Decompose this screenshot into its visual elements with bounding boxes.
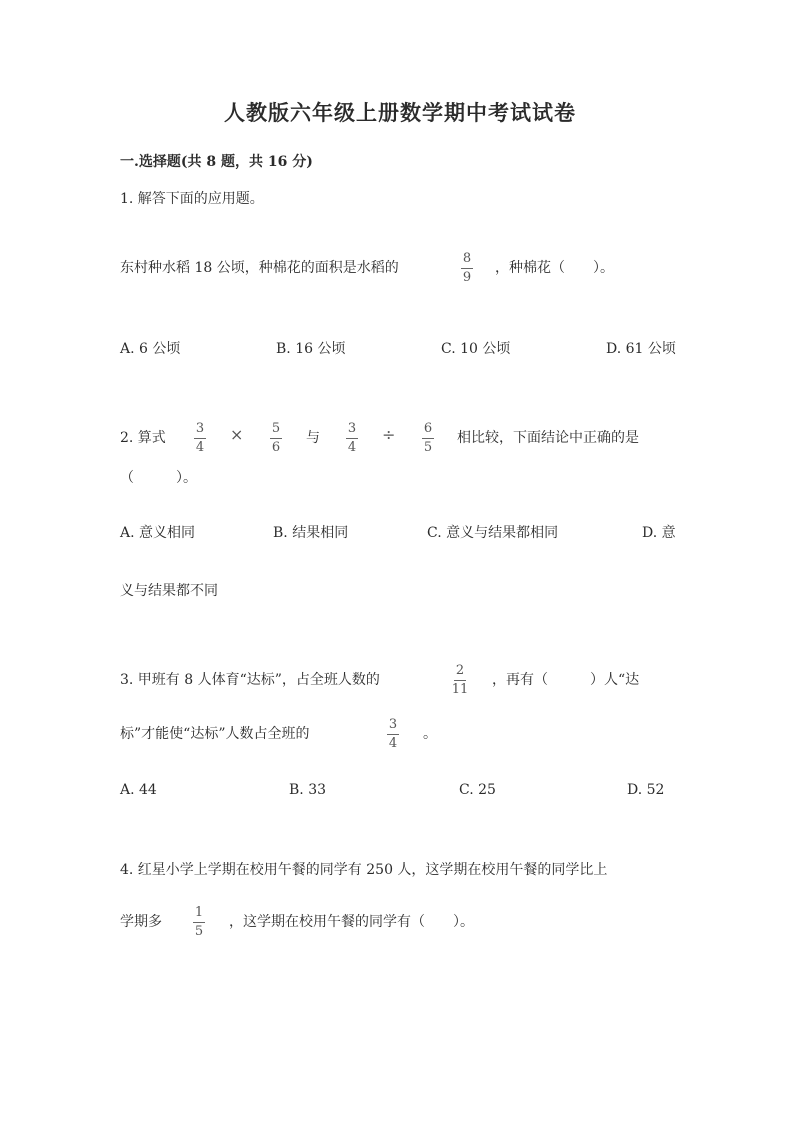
fraction-bar [346,438,358,439]
q2-option-c[interactable]: C. 意义与结果都相同 [427,525,559,541]
q2-fraction-4 [417,421,439,456]
q1-option-c[interactable]: C. 10 公顷 [441,341,511,357]
q2-option-b[interactable]: B. 结果相同 [273,525,349,541]
fraction-bar [270,438,282,439]
fraction-numerator: 6 [423,421,433,436]
fraction-bar [454,680,466,681]
q3-part-b: ，再有（ ）人“达 [492,672,640,688]
q2-option-d-wrap: 义与结果都不同 [120,583,218,599]
fraction-bar [193,922,205,923]
q4-part-b: ，这学期在校用午餐的同学有（ ）。 [229,914,474,930]
fraction-numerator: 3 [195,421,205,436]
q2-tail: 相比较，下面结论中正确的是 [457,430,639,446]
q4-line1: 4. 红星小学上学期在校用午餐的同学有 250 人，这学期在校用午餐的同学比上 [120,862,608,878]
fraction-numerator: 2 [455,663,465,678]
fraction-denominator: 9 [462,270,472,285]
q2-line2: （ ）。 [120,470,197,486]
page-title: 人教版六年级上册数学期中考试试卷 [224,100,576,125]
q1-option-b[interactable]: B. 16 公顷 [276,341,346,357]
q4-part-a: 学期多 [120,914,162,930]
section-heading: 一.选择题(共 8 题，共 16 分) [120,154,313,170]
fraction-denominator: 6 [271,440,281,455]
fraction-numerator: 8 [462,251,472,266]
q2-fraction-1 [189,421,211,456]
q2-option-a[interactable]: A. 意义相同 [120,525,196,541]
q3-option-c[interactable]: C. 25 [459,782,496,798]
q3-part-c: 标”才能使“达标”人数占全班的 [120,726,310,742]
q3-option-b[interactable]: B. 33 [289,782,327,798]
fraction-bar [387,734,399,735]
multiply-sign: × [230,425,244,444]
fraction-denominator: 4 [388,736,398,751]
q1-stem-b: ，种棉花（ ）。 [495,260,614,276]
fraction-denominator: 4 [347,440,357,455]
fraction-denominator: 4 [195,440,205,455]
fraction-numerator: 1 [194,905,204,920]
q3-fraction-2 [382,717,404,752]
q2-fraction-3 [341,421,363,456]
q1-fraction [456,251,478,286]
q1-prompt: 1. 解答下面的应用题。 [120,191,264,207]
fraction-numerator: 5 [271,421,281,436]
q3-part-d: 。 [423,726,437,742]
fraction-denominator: 11 [451,682,469,697]
q1-option-a[interactable]: A. 6 公顷 [120,341,181,357]
q3-option-d[interactable]: D. 52 [627,782,665,798]
fraction-bar [422,438,434,439]
fraction-numerator: 3 [347,421,357,436]
q3-part-a: 3. 甲班有 8 人体育“达标”，占全班人数的 [120,672,380,688]
fraction-denominator: 5 [194,924,204,939]
q1-stem-a: 东村种水稻 18 公顷，种棉花的面积是水稻的 [120,260,399,276]
fraction-numerator: 3 [388,717,398,732]
q3-option-a[interactable]: A. 44 [120,782,157,798]
q2-option-d[interactable]: D. 意 [642,525,676,541]
divide-sign: ÷ [382,425,396,444]
fraction-bar [461,268,473,269]
q2-fraction-2 [265,421,287,456]
q4-fraction [188,905,210,940]
q2-mid: 与 [306,430,320,446]
q2-label: 2. 算式 [120,430,166,446]
fraction-denominator: 5 [423,440,433,455]
fraction-bar [194,438,206,439]
q1-option-d[interactable]: D. 61 公顷 [606,341,676,357]
q3-fraction-1 [449,663,471,698]
